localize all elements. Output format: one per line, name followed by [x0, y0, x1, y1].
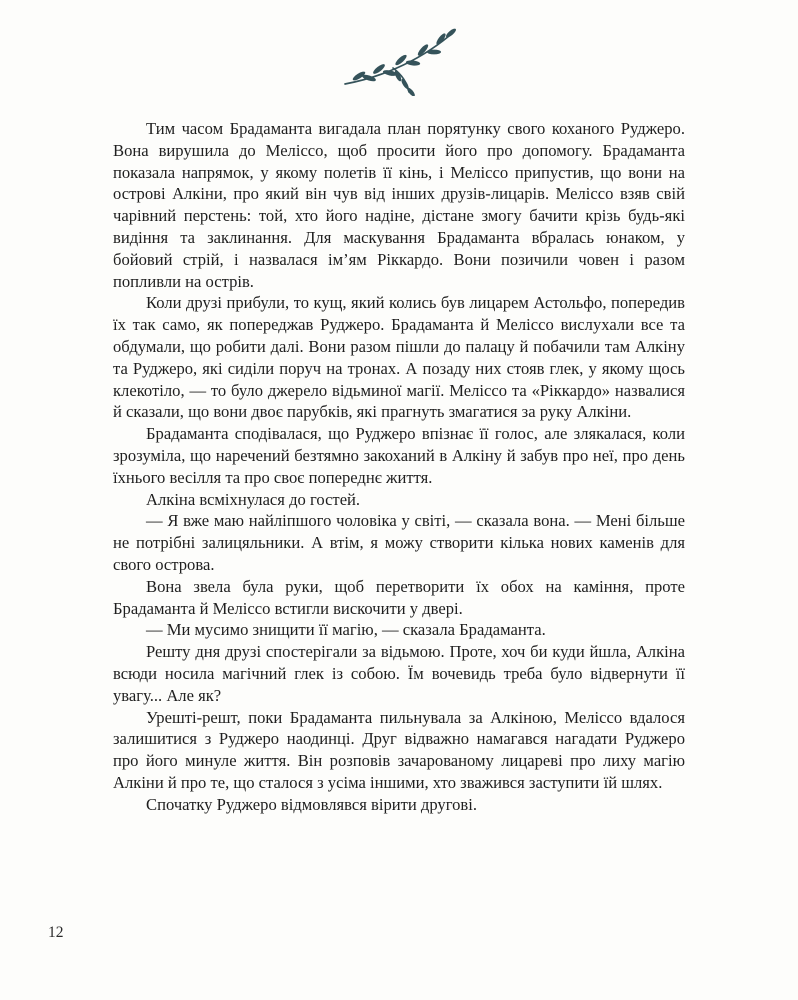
- paragraph: Алкіна всміхнулася до гостей.: [146, 489, 361, 509]
- paragraph: Тим часом Брадаманта вигадала план порятунку свого коханого Руджеро. Вона вирушила до Меліссо, щоб просити його про допомогу. Брадаманта показала напрямок, у якому полетів її кінь, і Меліссо припустив, що вони на острові Алкіни, про який він чув від інших друзів-лицарів. Меліссо взяв свій чарівний перстень: той, хто його надіне, дістане змогу бачити крізь будь-які видіння та заклинання. Для маскування Брадаманта вбралась юнаком, у бойовий стрій, і назвалася ім’ям Ріккардо. Вони позичили човен і разом попливли на острів.: [113, 119, 685, 291]
- paragraph: Урешті-решт, поки Брадаманта пильнувала за Алкіною, Меліссо вдалося залишитися з Руджеро наодинці. Друг відважно намагався нагадати Руджеро про його минуле життя. Він розповів зачарованому лицареві про лиху магію Алкіни й про те, що сталося з усіма іншими, хто зважився заступити їй шлях.: [113, 707, 685, 792]
- paragraph: Брадаманта сподівалася, що Руджеро впізнає її голос, але злякалася, коли зрозуміла, що наречений безтямно закоханий в Алкіну й забув про неї, про день їхнього весілля та про своє попереднє життя.: [113, 424, 685, 487]
- paragraph: Коли друзі прибули, то кущ, який колись був лицарем Астольфо, попередив їх так само, як попереджав Руджеро. Брадаманта й Меліссо вислухали все та обдумали, що робити далі. Вони разом пішли до палацу й побачили там Алкіну та Руджеро, які сиділи поруч на тронах. А позаду них стояв глек, у якому щось клекотіло, — то було джерело відьминої магії. Меліссо та «Ріккардо» назвалися й сказали, що вони двоє парубків, які прагнуть змагатися за руку Алкіни.: [113, 293, 685, 422]
- paragraph: Решту дня друзі спостерігали за відьмою. Проте, хоч би куди йшла, Алкіна всюди носила магічний глек із собою. Їм вочевидь треба було відвернути її увагу... Але як?: [113, 642, 685, 705]
- paragraph: Вона звела була руки, щоб перетворити їх обох на каміння, проте Брадаманта й Меліссо встигли вискочити у двері.: [113, 576, 685, 618]
- page-number: 12: [48, 924, 64, 941]
- paragraph: — Я вже маю найліпшого чоловіка у світі, — сказала вона. — Мені більше не потрібні залицяльники. А втім, я можу створити кілька нових каменів для свого острова.: [113, 511, 685, 574]
- paragraph: Спочатку Руджеро відмовлявся вірити другові.: [146, 794, 477, 814]
- laurel-branch-ornament: [335, 26, 463, 96]
- story-text: [113, 118, 685, 816]
- paragraph: — Ми мусимо знищити її магію, — сказала Брадаманта.: [146, 620, 546, 640]
